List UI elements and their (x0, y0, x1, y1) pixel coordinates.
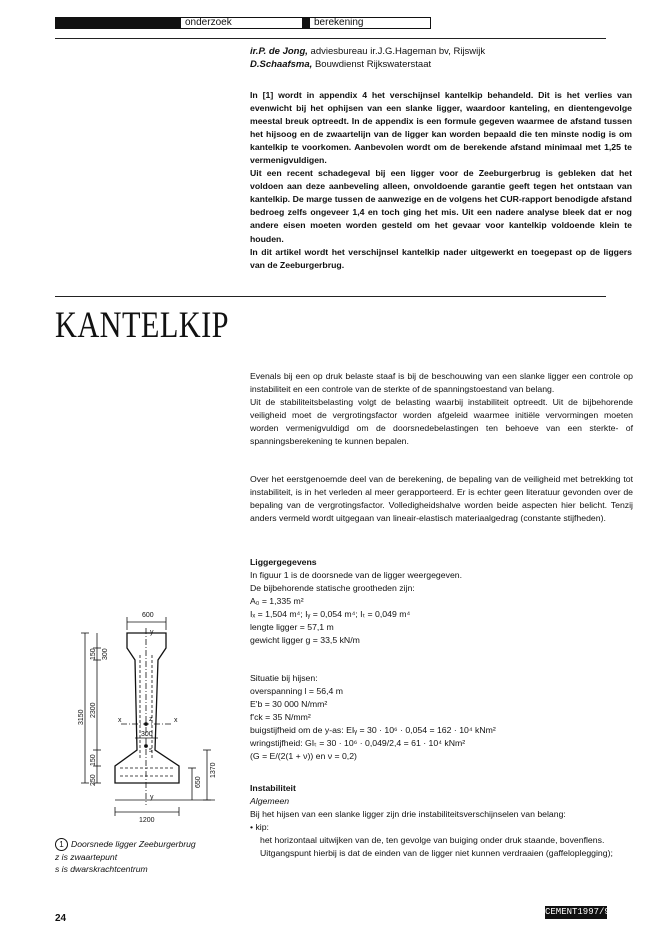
header-rule (55, 38, 606, 39)
figure-caption (55, 838, 235, 875)
formula-line: lengte ligger = 57,1 m (250, 622, 334, 632)
formula-line: wringstijfheid: GIₜ = 30 · 10⁶ · 0,049/2,4 = 61 · 10⁴ kNm² (250, 738, 466, 748)
dim-label: 150 (90, 648, 97, 660)
formula-line: buigstijfheid om de y-as: EIᵧ = 30 · 10⁶ · 0,054 = 162 · 10⁴ kNm² (250, 725, 496, 735)
shear-centre-label: s (149, 747, 153, 754)
body-text: Uit de stabiliteitsbelasting volgt de belasting waarbij instabiliteit optreedt. Uit de bijbehorende veiligheid moet de vergrotingsfactor worden afgeleid waarmee initiële vervormingen moeten worden vermenigvuldigd om de doorsnedebelastingen ten behoeve van een sterkte- of spanningsberekening te kunnen bepalen. (250, 397, 633, 446)
author-affiliation: adviesbureau ir.J.G.Hageman bv, Rijswijk (307, 46, 486, 57)
section-hijsen (250, 672, 633, 763)
dim-label-web: 300 (141, 731, 153, 738)
dim-label: 1370 (210, 762, 217, 778)
journal-badge: CEMENT1997/9 (545, 907, 610, 917)
x-axis-label: x (118, 717, 122, 724)
subsection-heading: Algemeen (250, 796, 290, 806)
dim-label-top: 600 (142, 612, 154, 619)
dim-label: 150 (90, 754, 97, 766)
body-line: In figuur 1 is de doorsnede van de ligger weergegeven. (250, 570, 463, 580)
authors (250, 45, 610, 71)
beam-cross-section-figure (55, 600, 240, 832)
x-axis-label: x (174, 717, 178, 724)
header-tab-berekening (309, 17, 431, 29)
dim-label: 250 (90, 774, 97, 786)
body-line: Bij het hijsen van een slanke ligger zijn drie instabiliteitsverschijnselen van belang: (250, 809, 566, 819)
article-title: KANTELKIP (55, 305, 229, 346)
bullet-text: Uitgangspunt hierbij is dat de einden van de ligger niet kunnen verdraaien (gaffeloplegging); (260, 848, 613, 858)
formula-line: f'ck = 35 N/mm² (250, 712, 311, 722)
beam-section-outline (115, 633, 179, 783)
author-affiliation: Bouwdienst Rijkswaterstaat (312, 59, 432, 70)
section-heading: Instabiliteit (250, 783, 296, 793)
dim-label: 650 (195, 776, 202, 788)
section-rule (55, 296, 606, 297)
header-tab-onderzoek (180, 17, 303, 29)
y-axis-label: y (150, 629, 154, 636)
formula-line: E'b = 30 000 N/mm² (250, 699, 328, 709)
intro-abstract (250, 89, 632, 272)
y-axis-label: y (150, 794, 154, 801)
section-instabiliteit (250, 782, 633, 860)
intro-paragraph: Uit een recent schadegeval bij een ligger voor de Zeeburgerbrug is gebleken dat het voldoen aan deze aanbeveling alleen, onvoldoende garantie geeft tegen het ontstaan van kantelkip. De marge tussen de aanwezige en de volgens het CUR-rapport benodigde afstand bedroeg zelfs ongeveer 1,4 en toch ging het mis. Uit een nadere analyse bleek dat er nog andere eisen moeten worden gesteld om het gevaar voor kantelkip voldoende klein te houden. (250, 168, 632, 244)
formula-line: gewicht ligger g = 33,5 kN/m (250, 635, 360, 645)
figure-number: 1 (55, 838, 68, 851)
formula-line: overspanning l = 56,4 m (250, 686, 343, 696)
author-name: D.Schaafsma, (250, 59, 313, 70)
caption-title: Doorsnede ligger Zeeburgerbrug (71, 839, 196, 849)
section-liggergegevens (250, 556, 633, 647)
author-name: ir.P. de Jong, (250, 46, 308, 57)
body-paragraph-2 (250, 473, 633, 525)
formula-line: A₀ = 1,335 m² (250, 596, 304, 606)
body-paragraph-1 (250, 370, 633, 448)
caption-line: s is dwarskrachtcentrum (55, 864, 148, 874)
dim-label: 2300 (90, 702, 97, 718)
body-line: Situatie bij hijsen: (250, 673, 318, 683)
dim-label-bottom: 1200 (139, 817, 155, 824)
body-text: Evenals bij een op druk belaste staaf is bij de beschouwing van een slanke ligger een controle op instabiliteit en een controle van de sterkte of de spanningstoestand van belang. (250, 371, 633, 394)
section-heading: Liggergegevens (250, 557, 317, 567)
dim-label-total-height: 3150 (78, 709, 85, 725)
intro-paragraph: In [1] wordt in appendix 4 het verschijnsel kantelkip behandeld. Dit is het verlies van evenwicht bij het ophijsen van een slanke ligger, waardoor kanteling, en dientengevolge meestal breuk optreedt. In de appendix is een formule gegeven waarmee de afstand tussen het hijsoog en de zwaartelijn van de ligger kan worden bepaald die ten minste nodig is om kantelkip te voorkomen. Aanbevolen wordt om de berekende afstand minimaal met 1,25 te vermenigvuldigen. (250, 90, 632, 166)
formula-line: (G = E/(2(1 + ν)) en ν = 0,2) (250, 751, 357, 761)
caption-line: z is zwaartepunt (55, 852, 118, 862)
page-number: 24 (55, 913, 67, 924)
bullet-text: het horizontaal uitwijken van de, ten gevolge van buiging onder druk staande, bovenflens. (260, 835, 605, 845)
header-tab-label: berekening (314, 17, 364, 28)
shear-centre-point (145, 745, 148, 748)
bullet-item: • kip: (250, 822, 269, 832)
header-black-bar (55, 17, 180, 29)
dim-label: 300 (102, 648, 109, 660)
intro-paragraph: In dit artikel wordt het verschijnsel kantelkip nader uitgewerkt en toegepast op de liggers van de Zeeburgerbrug. (250, 246, 632, 270)
centroid-label: z (149, 716, 153, 723)
header-tab-label: onderzoek (185, 17, 232, 28)
centroid-point (145, 723, 148, 726)
body-line: De bijbehorende statische grootheden zijn: (250, 583, 415, 593)
body-text: Over het eerstgenoemde deel van de berekening, de bepaling van de veiligheid met betrekking tot instabiliteit, is in het verleden al meer gerapporteerd. Er is echter geen literatuur gevonden over de bepaling van de vergrotingsfactor. Volledigheidshalve worden beide aspecten hier belicht. Tenzij anders vermeld wordt uitgegaan van lineair-elastisch materiaalgedrag (constante stijfheden). (250, 474, 633, 523)
formula-line: Iₓ = 1,504 m⁴; Iᵧ = 0,054 m⁴; Iₜ = 0,049 m⁴ (250, 609, 411, 619)
